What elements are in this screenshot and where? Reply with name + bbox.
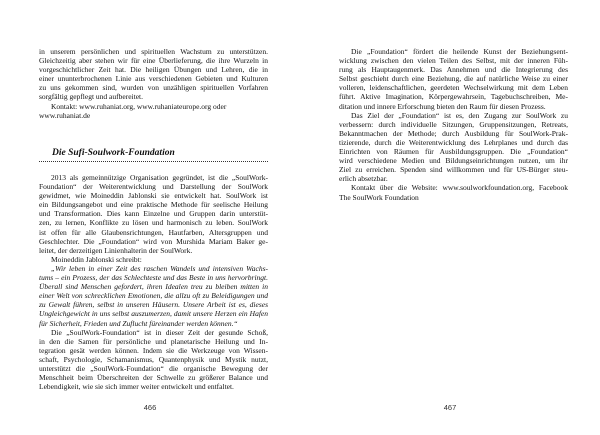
text-line: gewidmet, wie Moineddin Jablonski sie entwickelt hat. SoulWork ist: [39, 191, 268, 201]
text-line: unterstützt die „SoulWork-Foundation“ die organische Bewegung der: [39, 363, 268, 373]
text-line: ist offen für alle Glaubensrichtungen, Hautfarben, Altersgruppen und: [39, 227, 268, 237]
text-line: tizierende, durch die Weiterentwicklung des Lehrplanes und durch das: [339, 137, 568, 147]
text-line: Die „SoulWork-Foundation“ ist in dieser Zeit der gesunde Schoß,: [51, 327, 268, 337]
section-heading: Die Sufi-Soulwork-Foundation: [52, 148, 175, 158]
text-line: Das Ziel der „Foundation“ ist es, den Zugang zur SoulWork zu: [351, 110, 568, 120]
foundation-text-block: [339, 47, 568, 202]
text-line: in den die Samen für persönliche und planetarische Heilung und In-: [39, 336, 268, 346]
text-line: einer Welt von schrecklichen Emotionen, die allzu oft zu Beleidigungen und: [39, 291, 268, 301]
text-line: rung als Hauptaugenmerk. Das Annehmen und die Integrierung des: [339, 65, 568, 75]
page-number: 467: [443, 403, 457, 412]
text-line: volleren, leidenschaftlichen, geerdeten Wechselwirkung mit dem Leben: [339, 83, 568, 93]
text-line: zu Gewalt führen, selbst in unseren Häusern. Unsere Arbeit ist es, dieses: [39, 300, 268, 310]
text-line: erlich absetzbar.: [339, 174, 388, 184]
text-line: Selbst geschieht durch eine Beziehung, die auf natürliche Weise zu einer: [339, 74, 568, 84]
page-number: 466: [143, 403, 157, 412]
heading-divider: [39, 161, 268, 162]
foundation-text-block: [39, 173, 268, 391]
text-line: führt. Aktive Imagination, Körpergewahrsein, Tagebuchschreiben, Me-: [339, 92, 568, 102]
intro-text-block: [39, 47, 268, 120]
text-line: einer ununterbrochenen Linie aus verschiedenen Gebieten und Kulturen: [39, 74, 268, 84]
text-line: Einrichten von Räumen für Ausbildungsgruppen. Die „Foundation“: [339, 147, 568, 157]
text-line: tegration gesät werden können. Indem sie die Werkzeuge von Wissen-: [39, 345, 268, 355]
text-line: Lebendigkeit, wie sie sich immer weiter entwickelt und entfaltet.: [39, 382, 234, 392]
text-line: 2013 als gemeinnützige Organisation gegründet, ist die „SoulWork-: [51, 173, 268, 182]
text-line: Menschheit beim Überschreiten der Schwelle zu größerer Balance und: [39, 373, 268, 383]
text-line: für Sicherheit, Frieden und Zuflucht füreinander werden können.“: [39, 318, 238, 328]
text-line: und Transformation. Dies kann Einzelne und Gruppen darin unterstüt-: [39, 209, 268, 219]
text-line: zen, zu lernen, Konflikte zu lösen und harmonisch zu leben. SoulWork: [39, 218, 268, 228]
text-line: Gleichzeitig aber stehen wir für eine Überlieferung, die ihre Wurzeln in: [39, 56, 268, 66]
text-line: wird verschiedene Medien und Bildungseinrichtungen nutzen, um ihr: [339, 156, 568, 166]
text-line: zu uns gekommen sind, wurden von unzähligen spirituellen Vorfahren: [39, 83, 268, 93]
text-line: Kontakt: www.ruhaniat.org, www.ruhaniateurope.org oder: [51, 101, 227, 111]
right-page: [300, 0, 600, 435]
text-line: verbessern: durch individuelle Sitzungen, Gruppensitzungen, Retreats,: [339, 119, 568, 129]
text-line: Geschlechter. Die „Foundation“ wird von Murshida Mariam Baker ge-: [39, 236, 268, 246]
text-line: schaft, Psychologie, Schamanismus, Quantenphysik und Mystik nutzt,: [39, 354, 268, 364]
text-line: Überall sind Menschen gefordert, ihren Idealen treu zu bleiben mitten in: [39, 282, 268, 292]
text-line: Foundation“ der Weiterentwicklung und Darstellung der SoulWork: [39, 182, 268, 192]
text-line: vorgeschichtlicher Zeit hat. Die heiligen Übungen und Lehren, die in: [39, 65, 268, 75]
text-line: Die „Foundation“ fördert die heilende Kunst der Beziehungsent-: [351, 47, 568, 56]
text-line: Kontakt über die Website: www.soulworkfoundation.org, Facebook: [351, 183, 568, 193]
text-line: ditation und innere Erforschung bieten den Raum für diesen Prozess.: [339, 101, 546, 111]
text-line: The SoulWork Foundation: [339, 192, 419, 202]
text-line: Ungleichgewicht in uns selbst auszumerzen, damit unsere Herzen ein Hafen: [39, 309, 268, 319]
text-line: ein Bildungsangebot und eine praktische Methode für seelische Heilung: [39, 200, 268, 210]
text-line: www.ruhaniat.de: [39, 110, 91, 120]
text-line: wicklung zwischen den vielen Teilen des Selbst, mit der inneren Füh-: [339, 56, 568, 66]
text-line: Moineddin Jablonski schreibt:: [51, 254, 142, 264]
text-line: tums – ein Prozess, der das Schlechteste und das Beste in uns hervorbringt.: [39, 273, 268, 283]
text-line: sorgfältig gepflegt und aufbereitet.: [39, 92, 143, 102]
text-line: „Wir leben in einer Zeit des raschen Wandels und intensiven Wachs-: [51, 263, 268, 273]
text-line: in unserem persönlichen und spirituellen Wachstum zu unterstützen.: [39, 47, 268, 56]
text-line: leitet, der derzeitigen Linienhalterin der SoulWork.: [39, 245, 193, 255]
text-line: Bekanntmachen der Methode; durch Ausbildung für SoulWork-Prak-: [339, 128, 568, 138]
text-line: Ziel zu erreichen. Spenden sind willkommen und für US-Bürger steu-: [339, 165, 568, 175]
